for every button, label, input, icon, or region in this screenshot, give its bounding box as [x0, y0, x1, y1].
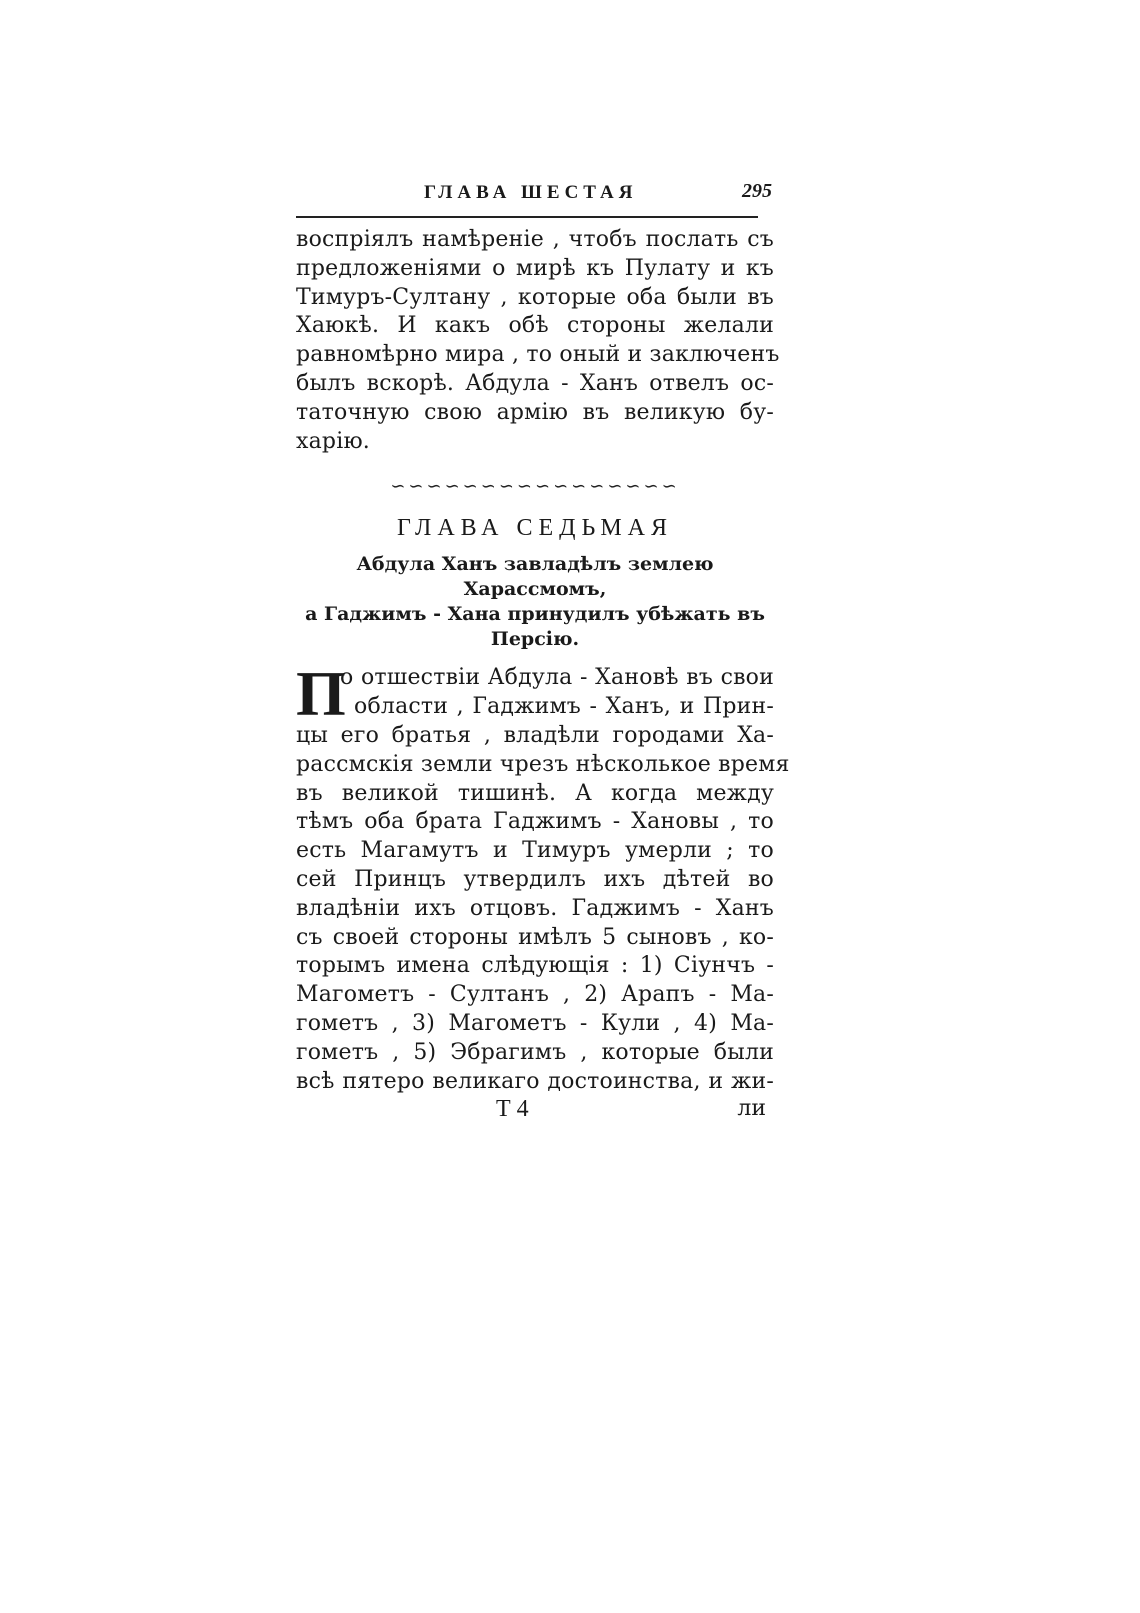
book-page	[296, 178, 790, 1126]
text-line: съ своей стороны имѣлъ 5 сыновъ , ко-	[296, 924, 774, 950]
text-line: о отшествіи Абдула - Хановѣ въ свои	[340, 665, 774, 691]
text-line: рассмскія земли чрезъ нѣсколькое время	[296, 751, 790, 777]
signature-mark: Т 4	[496, 1096, 529, 1123]
header-rule	[296, 216, 758, 218]
text-line: области , Гаджимъ - Ханъ, и Прин-	[354, 694, 774, 720]
text-line: цы его братья , владѣли городами Ха-	[296, 722, 774, 748]
text-line: гометъ , 5) Эбрагимъ , которые были	[296, 1039, 774, 1065]
text-line: всѣ пятеро великаго достоинства, и жи-	[296, 1068, 774, 1094]
chapter-summary	[296, 552, 774, 652]
running-head	[296, 178, 774, 212]
text-line: въ великой тишинѣ. А когда между	[296, 780, 774, 806]
page-number: 295	[742, 180, 772, 202]
summary-line: Персію.	[490, 628, 580, 651]
chapter-body	[296, 658, 790, 1096]
text-line: предложеніями о мирѣ къ Пулату и къ	[296, 255, 774, 281]
drop-cap: П	[296, 658, 346, 730]
previous-chapter-paragraph	[296, 226, 780, 456]
text-line: таточную свою армію въ великую бу-	[296, 399, 774, 425]
chapter-title: ГЛАВА СЕДЬМАЯ	[396, 515, 674, 542]
text-line: воспріялъ намѣреніе , чтобъ послать съ	[296, 227, 774, 252]
text-line: торымъ имена слѣдующія : 1) Сіунчъ -	[296, 953, 774, 979]
summary-line: Абдула Ханъ завладѣлъ землею Харассмомъ,	[356, 553, 714, 601]
text-line: Тимуръ-Султану , которые оба были въ	[296, 284, 774, 310]
text-line: тѣмъ оба брата Гаджимъ - Хановы , то	[296, 809, 774, 835]
text-line: владѣніи ихъ отцовъ. Гаджимъ - Ханъ	[296, 895, 774, 921]
summary-line: а Гаджимъ - Хана принудилъ убѣжать въ	[305, 603, 765, 626]
text-line: былъ вскорѣ. Абдула - Ханъ отвелъ ос-	[296, 370, 774, 396]
text-line: сей Принцъ утвердилъ ихъ дѣтей во	[296, 866, 774, 892]
running-head-title: ГЛАВА ШЕСТАЯ	[424, 182, 638, 203]
text-line: харію.	[296, 428, 370, 454]
text-line: Магометъ - Султанъ , 2) Арапъ - Ма-	[296, 982, 774, 1008]
text-line: есть Магамутъ и Тимуръ умерли ; то	[296, 838, 774, 864]
text-line: равномѣрно мира , то оный и заключенъ	[296, 342, 780, 368]
catchword: ли	[737, 1096, 766, 1122]
decorative-ornament-rule: ∽∽∽∽∽∽∽∽∽∽∽∽∽∽∽∽	[390, 476, 680, 498]
page-footer	[296, 1096, 774, 1126]
text-line: Хаюкѣ. И какъ обѣ стороны желали	[296, 313, 774, 339]
text-line: гометъ , 3) Магометъ - Кули , 4) Ма-	[296, 1010, 774, 1036]
